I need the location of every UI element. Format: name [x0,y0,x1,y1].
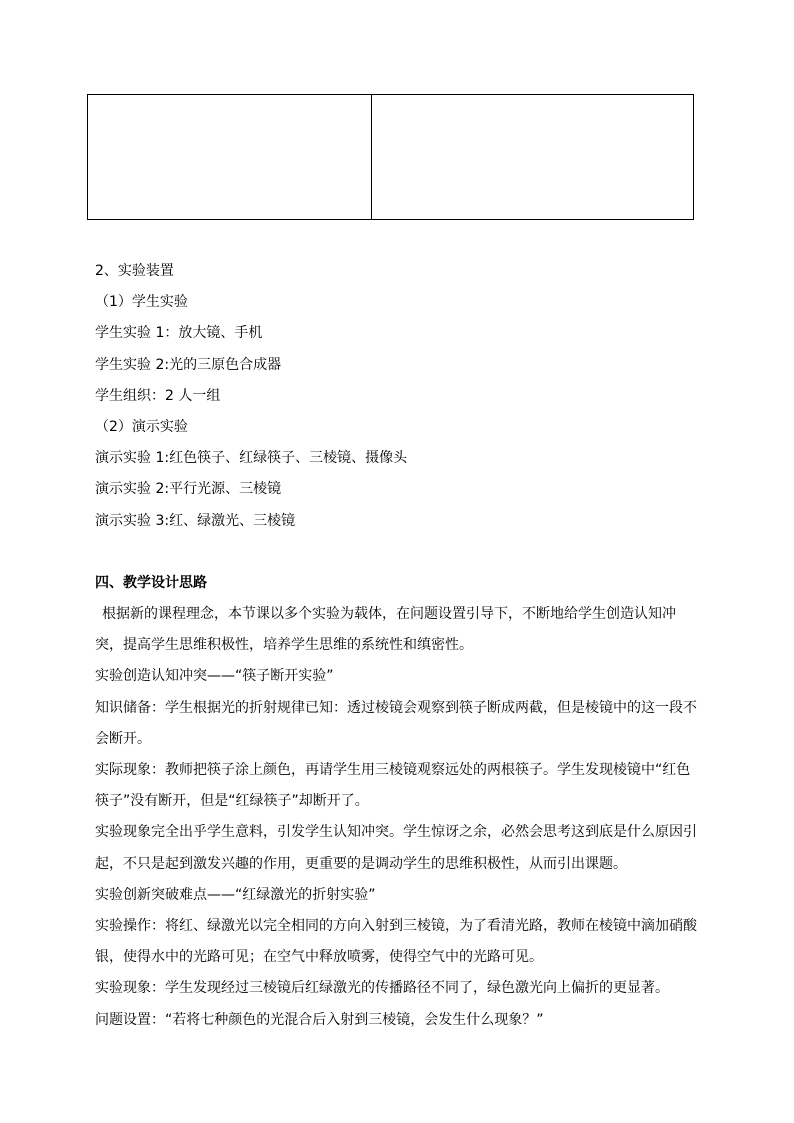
demo-experiment-3: 演示实验 3:红、绿激光、三棱镜 [95,512,296,529]
operation-paragraph: 实验操作：将红、绿激光以完全相同的方向入射到三棱镜，为了看清光路，教师在棱镜中滴加硝酸银，使得水中的光路可见；在空气中释放喷雾，使得空气中的光路可见。 [95,918,697,966]
phenomenon-paragraph: 实际现象：教师把筷子涂上颜色，再请学生用三棱镜观察远处的两根筷子。学生发现棱镜中“红色筷子”没有断开，但是“红绿筷子”却断开了。 [95,762,691,810]
student-experiment-title: （1）学生实验 [95,294,188,311]
experiment-2-title: 实验创新突破难点——“红绿激光的折射实验” [95,886,376,903]
table-cell-right [372,95,693,219]
table-cell-left [88,95,372,219]
intro-paragraph: 根据新的课程理念，本节课以多个实验为载体，在问题设置引导下，不断地给学生创造认知冲突，提高学生思维积极性，培养学生思维的系统性和缜密性。 [95,606,676,654]
student-organization: 学生组织：2 人一组 [95,387,221,404]
student-experiment-1: 学生实验 1：放大镜、手机 [95,325,263,342]
spacer [95,537,703,568]
empty-table [87,94,694,220]
conflict-paragraph: 实验现象完全出乎学生意料，引发学生认知冲突。学生惊讶之余，必然会思考这到底是什么原因引起，不只是起到激发兴趣的作用，更重要的是调动学生的思维积极性，从而引出课题。 [95,824,697,872]
question-paragraph: 问题设置：“若将七种颜色的光混合后入射到三棱镜，会发生什么现象？” [95,1011,544,1028]
observation-paragraph: 实验现象：学生发现经过三棱镜后红绿激光的传播路径不同了，绿色激光向上偏折的更显著。 [95,980,669,997]
section-2-title: 2、实验装置 [95,263,174,279]
document-content [95,256,703,1036]
section-4-heading: 四、教学设计思路 [95,574,207,591]
knowledge-paragraph: 知识储备：学生根据光的折射规律已知：透过棱镜会观察到筷子断成两截，但是棱镜中的这一段不会断开。 [95,699,697,747]
student-experiment-2: 学生实验 2:光的三原色合成器 [95,356,282,373]
demo-experiment-title: （2）演示实验 [95,418,188,435]
demo-experiment-2: 演示实验 2:平行光源、三棱镜 [95,481,282,498]
demo-experiment-1: 演示实验 1:红色筷子、红绿筷子、三棱镜、摄像头 [95,450,408,467]
experiment-1-title: 实验创造认知冲突——“筷子断开实验” [95,668,334,685]
